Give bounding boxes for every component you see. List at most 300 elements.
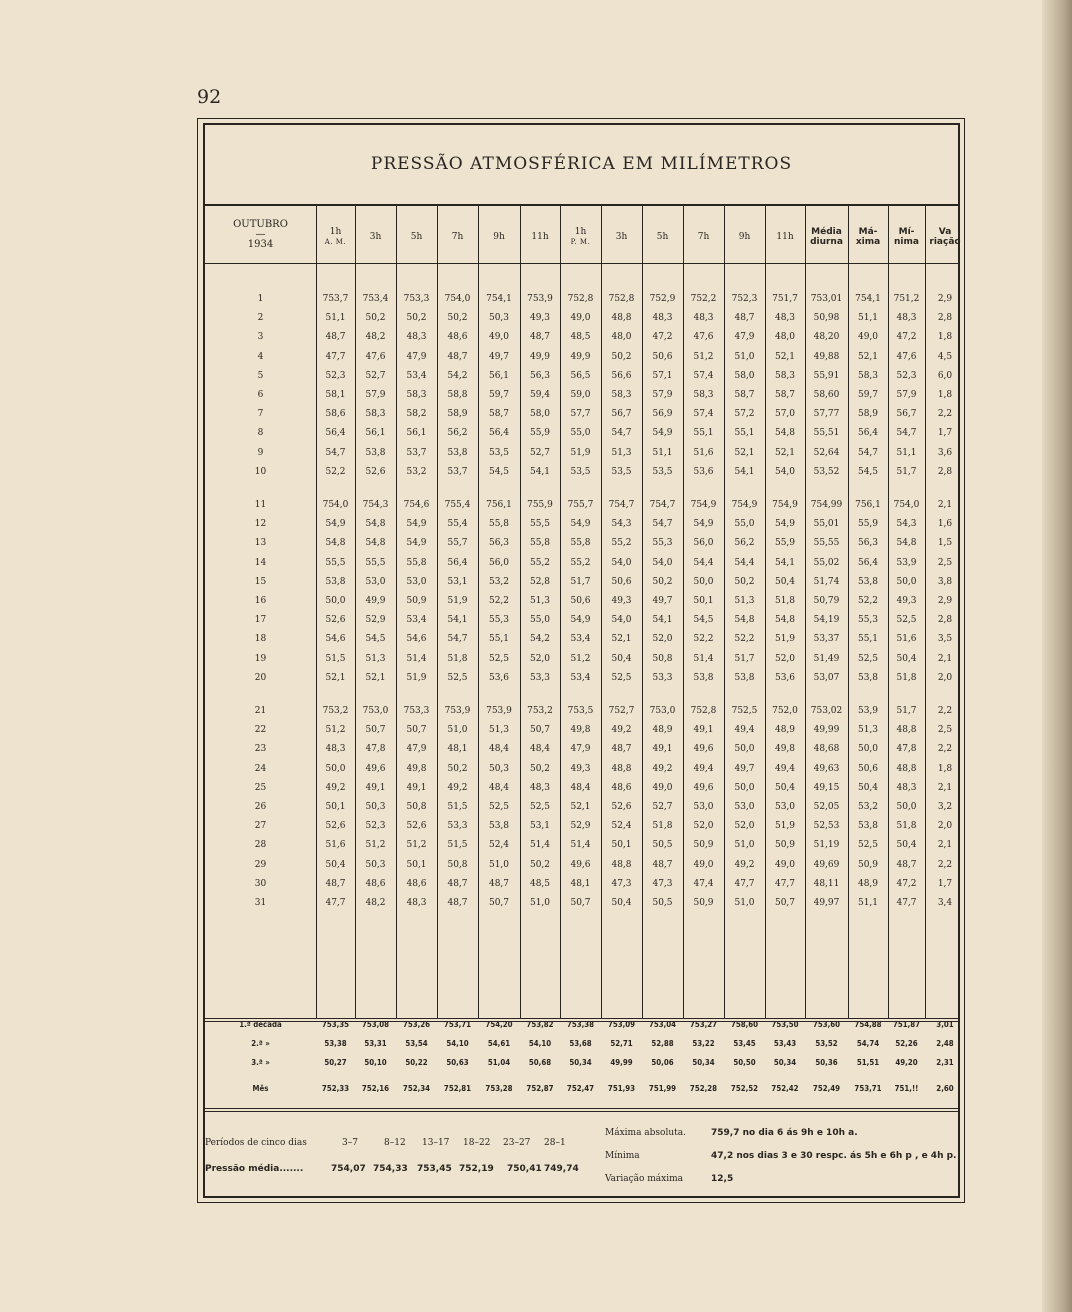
summary-cell: 49,20 bbox=[895, 1058, 918, 1067]
value-cell: 49,69 bbox=[813, 859, 840, 870]
value-cell: 1,5 bbox=[937, 538, 953, 549]
value-cell: 50,2 bbox=[652, 576, 673, 587]
value-cell: 54,7 bbox=[447, 634, 468, 645]
value-cell: 3,2 bbox=[937, 802, 953, 812]
value-cell: 57,7 bbox=[570, 409, 591, 420]
summary-cell: 751,93 bbox=[607, 1084, 636, 1093]
value-cell: 1,8 bbox=[937, 332, 953, 343]
value-cell: 55,0 bbox=[734, 519, 755, 530]
value-cell: 2,2 bbox=[937, 859, 953, 870]
value-cell: 54,1 bbox=[447, 615, 468, 626]
value-cell: 48,4 bbox=[529, 744, 551, 755]
value-cell: 50,9 bbox=[693, 840, 714, 851]
data-grid bbox=[205, 206, 961, 1196]
value-cell: 53,8 bbox=[447, 447, 468, 458]
header-cell bbox=[601, 220, 642, 254]
value-cell: 53,9 bbox=[896, 557, 917, 568]
value-cell: 50,1 bbox=[406, 859, 427, 870]
header-label: 1h bbox=[574, 227, 587, 237]
value-cell: 48,4 bbox=[570, 782, 591, 793]
value-cell: 53,6 bbox=[774, 672, 796, 683]
value-cell: 48,7 bbox=[488, 878, 510, 889]
value-cell: 49,6 bbox=[570, 859, 591, 870]
summary-cell: 752,52 bbox=[730, 1084, 759, 1093]
value-cell: 52,9 bbox=[365, 615, 386, 626]
header-label: 7h bbox=[451, 232, 464, 242]
value-cell: 50,2 bbox=[611, 351, 632, 362]
value-cell: 53,37 bbox=[813, 634, 840, 645]
value-cell: 58,2 bbox=[406, 409, 427, 420]
value-cell: 48,7 bbox=[325, 332, 346, 343]
summary-cell: 754,20 bbox=[485, 1020, 513, 1029]
value-cell: 48,68 bbox=[813, 744, 840, 755]
column-divider bbox=[478, 206, 479, 1018]
summary-cell: 50,68 bbox=[528, 1058, 552, 1067]
value-cell: 54,7 bbox=[896, 428, 917, 439]
value-cell: 53,0 bbox=[693, 802, 714, 812]
value-cell: 58,3 bbox=[611, 390, 632, 400]
value-cell: 51,8 bbox=[652, 821, 673, 832]
periods-label: Períodos de cinco dias bbox=[205, 1138, 307, 1148]
day-label: 8 bbox=[257, 428, 264, 439]
value-cell: 754,0 bbox=[444, 294, 471, 304]
value-cell: 55,1 bbox=[857, 634, 879, 645]
value-cell: 50,0 bbox=[896, 802, 917, 812]
value-cell: 50,9 bbox=[857, 859, 879, 870]
value-cell: 52,53 bbox=[813, 821, 840, 832]
summary-label: 1.ª decada bbox=[239, 1020, 282, 1029]
summary-cell: 54,10 bbox=[528, 1039, 552, 1048]
value-cell: 48,6 bbox=[406, 878, 427, 889]
summary-cell: 49,99 bbox=[610, 1058, 633, 1067]
value-cell: 2,2 bbox=[937, 706, 953, 716]
header-cell bbox=[925, 220, 965, 254]
value-cell: 49,3 bbox=[896, 596, 917, 606]
value-cell: 48,2 bbox=[365, 332, 386, 343]
value-cell: 47,7 bbox=[325, 898, 346, 908]
value-cell: 55,4 bbox=[447, 519, 468, 530]
value-cell: 753,9 bbox=[486, 706, 512, 716]
day-label: 27 bbox=[254, 821, 267, 832]
value-cell: 51,19 bbox=[813, 840, 840, 851]
value-cell: 57,2 bbox=[734, 409, 755, 420]
value-cell: 754,1 bbox=[486, 294, 512, 304]
value-cell: 54,8 bbox=[896, 538, 917, 549]
header-rule bbox=[205, 263, 958, 264]
value-cell: 58,3 bbox=[365, 409, 386, 420]
header-cell bbox=[805, 220, 848, 254]
day-label: 21 bbox=[254, 706, 267, 716]
pressure-value: 752,19 bbox=[459, 1164, 494, 1174]
value-cell: 59,7 bbox=[488, 390, 510, 400]
value-cell: 53,07 bbox=[813, 672, 840, 683]
value-cell: 59,7 bbox=[857, 390, 879, 400]
value-cell: 51,4 bbox=[406, 653, 427, 664]
value-cell: 56,4 bbox=[857, 557, 879, 568]
value-cell: 50,7 bbox=[365, 725, 386, 736]
value-cell: 54,5 bbox=[857, 466, 879, 477]
value-cell: 54,8 bbox=[774, 615, 796, 626]
value-cell: 51,4 bbox=[570, 840, 591, 851]
header-sublabel: nima bbox=[894, 237, 919, 247]
value-cell: 58,7 bbox=[774, 390, 796, 400]
value-cell: 52,2 bbox=[857, 596, 879, 606]
column-divider bbox=[888, 206, 889, 1018]
value-cell: 48,3 bbox=[774, 313, 796, 324]
value-cell: 752,5 bbox=[731, 706, 758, 716]
header-label: 11h bbox=[531, 232, 549, 242]
column-divider bbox=[724, 206, 725, 1018]
value-cell: 50,2 bbox=[447, 763, 468, 774]
value-cell: 55,1 bbox=[734, 428, 755, 439]
summary-cell: 50,06 bbox=[651, 1058, 674, 1067]
value-cell: 2,1 bbox=[937, 840, 953, 851]
value-cell: 56,7 bbox=[611, 409, 632, 420]
pressure-value: 753,45 bbox=[417, 1164, 452, 1174]
value-cell: 54,4 bbox=[734, 557, 755, 568]
summary-cell: 753,27 bbox=[689, 1020, 718, 1029]
summary-cell: 2,60 bbox=[936, 1084, 954, 1093]
summary-label: 2.ª » bbox=[251, 1039, 270, 1048]
value-cell: 50,7 bbox=[406, 725, 427, 736]
value-cell: 52,6 bbox=[325, 821, 346, 832]
value-cell: 51,9 bbox=[570, 447, 591, 458]
value-cell: 52,3 bbox=[365, 821, 386, 832]
value-cell: 53,8 bbox=[365, 447, 386, 458]
day-label: 17 bbox=[254, 615, 267, 626]
value-cell: 55,8 bbox=[529, 538, 551, 549]
day-label: 7 bbox=[257, 409, 264, 420]
pressure-label: Pressão média....... bbox=[205, 1164, 304, 1174]
value-cell: 49,9 bbox=[365, 596, 386, 606]
value-cell: 49,1 bbox=[693, 725, 714, 736]
period-value: 3–7 bbox=[342, 1138, 358, 1148]
header-cell bbox=[642, 220, 683, 254]
summary-cell: 2,48 bbox=[936, 1039, 954, 1048]
header-dash: — bbox=[255, 229, 266, 240]
value-cell: 53,2 bbox=[406, 466, 427, 477]
value-cell: 52,7 bbox=[652, 802, 673, 812]
value-cell: 53,4 bbox=[570, 634, 591, 645]
value-cell: 48,3 bbox=[406, 898, 427, 908]
value-cell: 51,0 bbox=[529, 898, 551, 908]
summary-cell: 753,71 bbox=[443, 1020, 472, 1029]
value-cell: 48,7 bbox=[529, 332, 551, 343]
day-label: 15 bbox=[254, 576, 267, 587]
value-cell: 52,5 bbox=[529, 802, 551, 812]
value-cell: 754,6 bbox=[403, 500, 430, 510]
value-cell: 49,2 bbox=[447, 782, 468, 793]
value-cell: 55,5 bbox=[365, 557, 386, 568]
value-cell: 47,9 bbox=[570, 744, 591, 755]
value-cell: 48,7 bbox=[896, 859, 917, 870]
value-cell: 50,2 bbox=[529, 859, 551, 870]
header-cell bbox=[520, 220, 560, 254]
value-cell: 51,5 bbox=[447, 802, 468, 812]
header-cell bbox=[355, 220, 396, 254]
day-label: 20 bbox=[254, 672, 267, 683]
summary-cell: 50,34 bbox=[773, 1058, 797, 1067]
value-cell: 53,0 bbox=[774, 802, 796, 812]
summary-cell: 752,33 bbox=[321, 1084, 350, 1093]
header-cell bbox=[848, 220, 888, 254]
value-cell: 49,8 bbox=[406, 763, 427, 774]
value-cell: 752,7 bbox=[608, 706, 635, 716]
summary-cell: 52,71 bbox=[610, 1039, 633, 1048]
value-cell: 52,2 bbox=[325, 466, 346, 477]
value-cell: 1,6 bbox=[937, 519, 953, 530]
value-cell: 55,2 bbox=[570, 557, 591, 568]
value-cell: 51,7 bbox=[896, 706, 917, 716]
value-cell: 49,2 bbox=[734, 859, 755, 870]
value-cell: 55,7 bbox=[447, 538, 468, 549]
value-cell: 51,9 bbox=[406, 672, 427, 683]
value-cell: 57,77 bbox=[813, 409, 840, 420]
value-cell: 53,5 bbox=[488, 447, 510, 458]
value-cell: 753,3 bbox=[403, 294, 430, 304]
value-cell: 54,9 bbox=[693, 519, 714, 530]
value-cell: 1,7 bbox=[937, 878, 953, 889]
value-cell: 2,5 bbox=[937, 725, 953, 736]
summary-cell: 753,04 bbox=[648, 1020, 677, 1029]
value-cell: 55,0 bbox=[570, 428, 591, 439]
value-cell: 52,3 bbox=[896, 370, 917, 381]
header-sublabel: xima bbox=[855, 237, 881, 247]
header-cell bbox=[478, 220, 520, 254]
value-cell: 753,01 bbox=[810, 294, 843, 304]
value-cell: 49,6 bbox=[693, 744, 714, 755]
value-cell: 53,7 bbox=[406, 447, 427, 458]
value-cell: 52,6 bbox=[611, 802, 632, 812]
summary-cell: 3,01 bbox=[936, 1020, 954, 1029]
value-cell: 52,1 bbox=[611, 634, 632, 645]
summary-cell: 53,54 bbox=[405, 1039, 428, 1048]
value-cell: 53,5 bbox=[570, 466, 591, 477]
value-cell: 55,5 bbox=[325, 557, 346, 568]
header-label: 5h bbox=[656, 232, 669, 242]
value-cell: 49,1 bbox=[652, 744, 673, 755]
value-cell: 49,0 bbox=[570, 313, 591, 324]
day-label: 25 bbox=[254, 782, 267, 793]
value-cell: 2,1 bbox=[937, 500, 953, 510]
value-cell: 51,5 bbox=[325, 653, 346, 664]
value-cell: 52,4 bbox=[488, 840, 510, 851]
summary-cell: 752,47 bbox=[566, 1084, 595, 1093]
value-cell: 3,4 bbox=[937, 898, 953, 908]
period-value: 18–22 bbox=[463, 1138, 491, 1148]
value-cell: 48,0 bbox=[611, 332, 632, 343]
value-cell: 52,2 bbox=[693, 634, 714, 645]
value-cell: 50,6 bbox=[570, 596, 591, 606]
value-cell: 50,1 bbox=[325, 802, 346, 812]
value-cell: 58,0 bbox=[734, 370, 755, 381]
value-cell: 49,0 bbox=[488, 332, 510, 343]
value-cell: 48,4 bbox=[488, 744, 510, 755]
value-cell: 52,2 bbox=[734, 634, 755, 645]
value-cell: 53,7 bbox=[447, 466, 468, 477]
value-cell: 753,7 bbox=[322, 294, 349, 304]
summary-cell: 54,61 bbox=[487, 1039, 511, 1048]
value-cell: 49,2 bbox=[325, 782, 346, 793]
value-cell: 752,9 bbox=[649, 294, 676, 304]
value-cell: 50,4 bbox=[774, 782, 796, 793]
value-cell: 52,1 bbox=[365, 672, 386, 683]
value-cell: 49,7 bbox=[652, 596, 673, 606]
value-cell: 50,9 bbox=[774, 840, 796, 851]
title-box bbox=[205, 125, 958, 206]
value-cell: 48,8 bbox=[611, 859, 632, 870]
value-cell: 58,9 bbox=[857, 409, 879, 420]
column-divider bbox=[925, 206, 926, 1018]
value-cell: 54,7 bbox=[325, 447, 346, 458]
value-cell: 50,2 bbox=[734, 576, 755, 587]
value-cell: 53,6 bbox=[693, 466, 714, 477]
summary-cell: 752,42 bbox=[771, 1084, 799, 1093]
value-cell: 2,2 bbox=[937, 744, 953, 755]
column-divider bbox=[396, 206, 397, 1018]
value-cell: 50,7 bbox=[570, 898, 591, 908]
value-cell: 55,8 bbox=[570, 538, 591, 549]
value-cell: 48,8 bbox=[896, 763, 917, 774]
value-cell: 56,4 bbox=[325, 428, 346, 439]
value-cell: 51,0 bbox=[447, 725, 468, 736]
day-label: 30 bbox=[254, 878, 267, 889]
value-cell: 49,4 bbox=[693, 763, 714, 774]
value-cell: 48,7 bbox=[611, 744, 632, 755]
day-label: 24 bbox=[254, 763, 267, 774]
value-cell: 54,8 bbox=[734, 615, 755, 626]
value-cell: 54,19 bbox=[813, 615, 840, 626]
summary-cell: 751,!! bbox=[894, 1084, 919, 1093]
value-cell: 1,7 bbox=[937, 428, 953, 439]
value-cell: 51,1 bbox=[857, 898, 879, 908]
value-cell: 48,6 bbox=[365, 878, 386, 889]
summary-cell: 50,36 bbox=[815, 1058, 838, 1067]
value-cell: 50,5 bbox=[652, 840, 673, 851]
value-cell: 2,8 bbox=[937, 313, 953, 324]
value-cell: 49,2 bbox=[611, 725, 632, 736]
summary-cell: 52,26 bbox=[895, 1039, 918, 1048]
value-cell: 753,3 bbox=[403, 706, 430, 716]
value-cell: 52,5 bbox=[447, 672, 468, 683]
value-cell: 51,3 bbox=[734, 596, 755, 606]
value-cell: 48,6 bbox=[447, 332, 468, 343]
header-label: Média bbox=[811, 227, 842, 237]
value-cell: 51,3 bbox=[529, 596, 551, 606]
value-cell: 54,8 bbox=[365, 519, 386, 530]
header-cell bbox=[396, 220, 437, 254]
value-cell: 56,2 bbox=[447, 428, 468, 439]
value-cell: 51,3 bbox=[488, 725, 510, 736]
column-divider bbox=[765, 206, 766, 1018]
value-cell: 49,6 bbox=[365, 763, 386, 774]
header-month: OUTUBRO bbox=[233, 219, 288, 230]
value-cell: 53,3 bbox=[447, 821, 468, 832]
value-cell: 754,99 bbox=[810, 500, 843, 510]
column-divider bbox=[683, 206, 684, 1018]
value-cell: 4,5 bbox=[937, 351, 953, 362]
summary-cell: 53,43 bbox=[773, 1039, 797, 1048]
day-label: 4 bbox=[257, 351, 264, 362]
value-cell: 50,98 bbox=[813, 313, 840, 324]
book-page-edge bbox=[1042, 0, 1072, 1312]
value-cell: 50,4 bbox=[857, 782, 879, 793]
value-cell: 49,97 bbox=[813, 898, 840, 908]
value-cell: 57,9 bbox=[365, 390, 386, 400]
value-cell: 48,2 bbox=[365, 898, 386, 908]
value-cell: 48,8 bbox=[896, 725, 917, 736]
value-cell: 50,0 bbox=[325, 596, 346, 606]
value-cell: 50,0 bbox=[857, 744, 879, 755]
summary-cell: 53,22 bbox=[692, 1039, 715, 1048]
value-cell: 753,2 bbox=[527, 706, 553, 716]
value-cell: 754,0 bbox=[322, 500, 349, 510]
value-cell: 53,0 bbox=[734, 802, 755, 812]
value-cell: 50,9 bbox=[693, 898, 714, 908]
value-cell: 48,6 bbox=[611, 782, 632, 793]
day-label: 3 bbox=[257, 332, 264, 343]
summary-cell: 752,81 bbox=[443, 1084, 472, 1093]
summary-cell: 752,16 bbox=[361, 1084, 390, 1093]
summary-cell: 752,87 bbox=[526, 1084, 554, 1093]
value-cell: 50,1 bbox=[693, 596, 714, 606]
value-cell: 754,1 bbox=[855, 294, 881, 304]
value-cell: 53,8 bbox=[857, 576, 879, 587]
value-cell: 49,0 bbox=[857, 332, 879, 343]
value-cell: 51,6 bbox=[325, 840, 346, 851]
summary-cell: 50,10 bbox=[364, 1058, 387, 1067]
value-cell: 52,1 bbox=[857, 351, 879, 362]
value-cell: 53,2 bbox=[488, 576, 510, 587]
value-cell: 57,4 bbox=[693, 409, 714, 420]
value-cell: 48,4 bbox=[488, 782, 510, 793]
value-cell: 51,4 bbox=[693, 653, 714, 664]
day-label: 14 bbox=[254, 557, 267, 568]
value-cell: 49,4 bbox=[734, 725, 755, 736]
value-cell: 55,9 bbox=[774, 538, 796, 549]
value-cell: 1,8 bbox=[937, 390, 953, 400]
value-cell: 54,7 bbox=[611, 428, 632, 439]
value-cell: 57,9 bbox=[652, 390, 673, 400]
value-cell: 56,0 bbox=[488, 557, 510, 568]
value-cell: 53,6 bbox=[488, 672, 510, 683]
value-cell: 56,5 bbox=[570, 370, 591, 381]
value-cell: 55,2 bbox=[611, 538, 632, 549]
value-cell: 51,1 bbox=[857, 313, 879, 324]
value-cell: 52,5 bbox=[488, 802, 510, 812]
value-cell: 53,1 bbox=[529, 821, 551, 832]
value-cell: 51,8 bbox=[896, 672, 917, 683]
value-cell: 53,3 bbox=[529, 672, 551, 683]
value-cell: 55,9 bbox=[529, 428, 551, 439]
value-cell: 55,8 bbox=[406, 557, 427, 568]
value-cell: 50,3 bbox=[488, 313, 510, 324]
value-cell: 56,1 bbox=[365, 428, 386, 439]
value-cell: 52,64 bbox=[813, 447, 840, 458]
max-value: 759,7 no dia 6 ás 9h e 10h a. bbox=[711, 1128, 858, 1138]
header-cell bbox=[560, 220, 601, 254]
value-cell: 49,1 bbox=[365, 782, 386, 793]
value-cell: 3,5 bbox=[937, 634, 953, 645]
header-label: Mí- bbox=[898, 227, 915, 237]
value-cell: 752,8 bbox=[567, 294, 594, 304]
value-cell: 50,2 bbox=[447, 313, 468, 324]
value-cell: 57,9 bbox=[896, 390, 917, 400]
value-cell: 52,0 bbox=[529, 653, 551, 664]
value-cell: 47,2 bbox=[896, 878, 917, 889]
value-cell: 48,8 bbox=[611, 313, 632, 324]
value-cell: 48,3 bbox=[406, 332, 427, 343]
